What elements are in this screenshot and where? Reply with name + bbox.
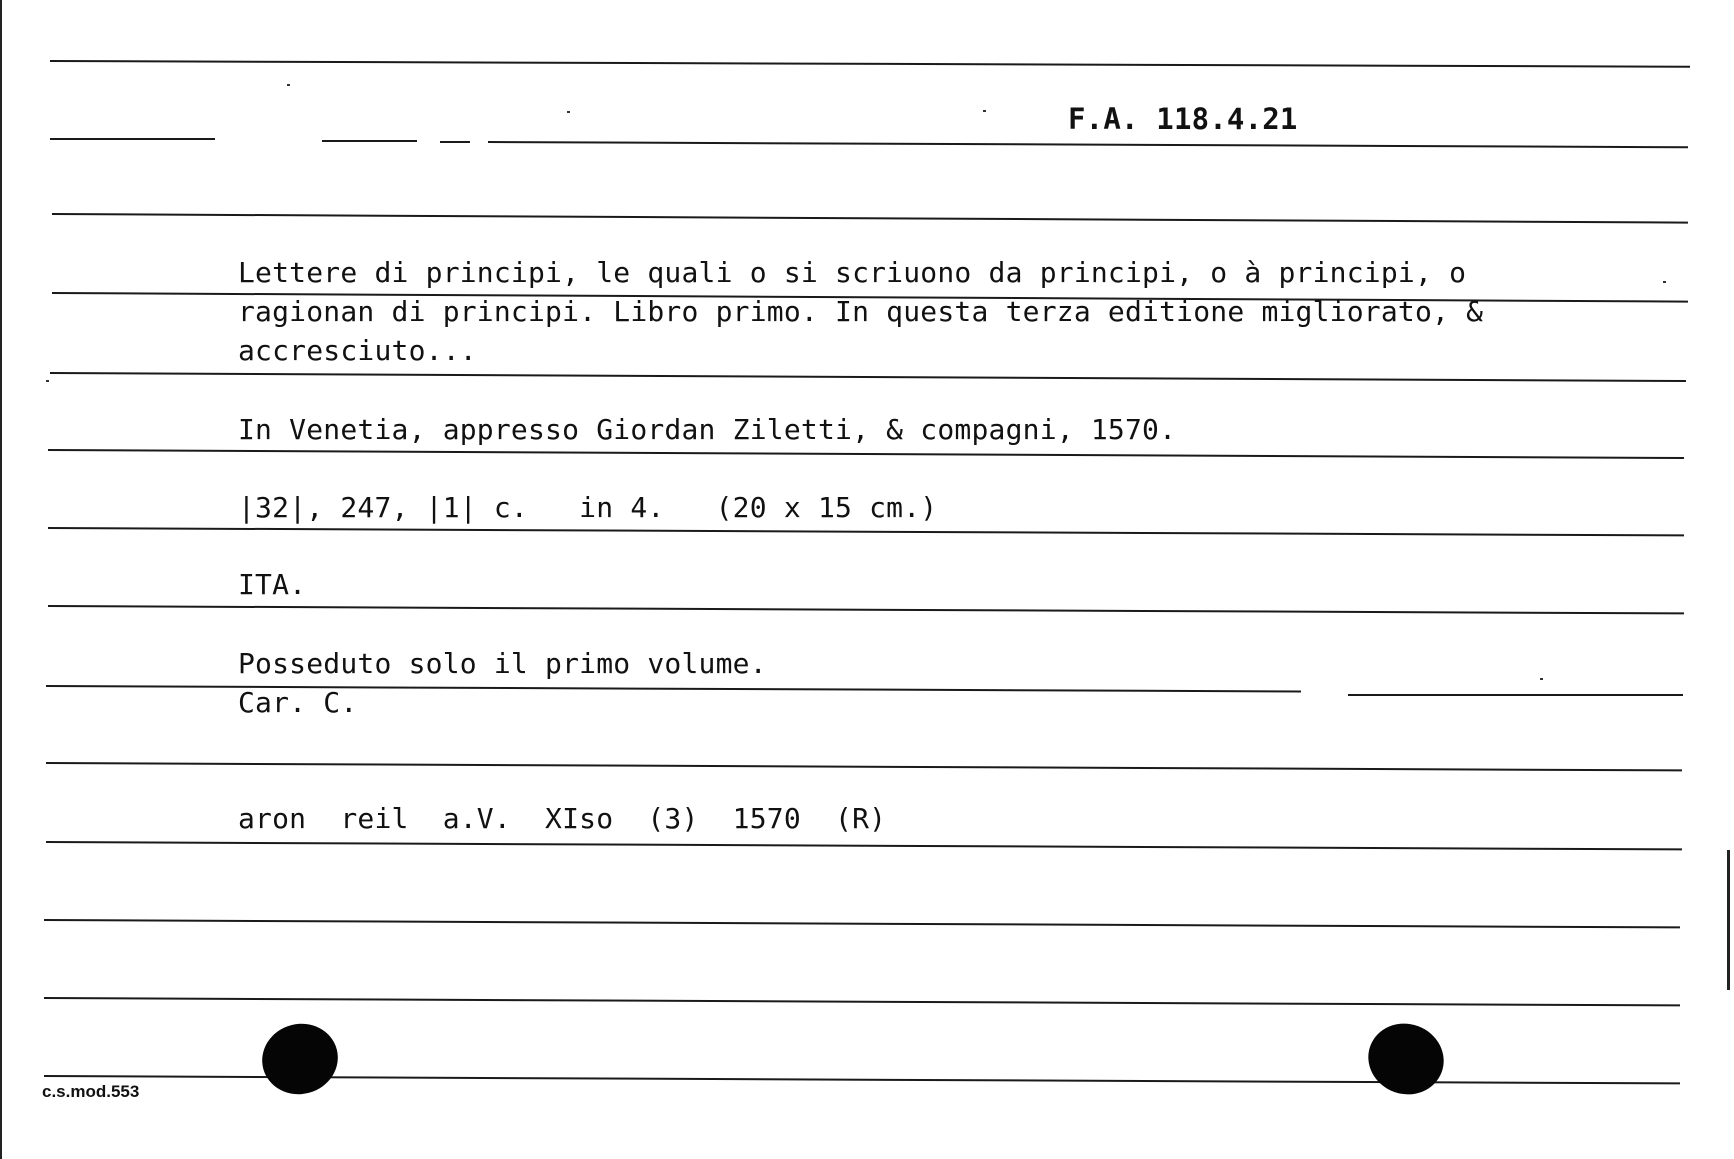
holdings-note: Posseduto solo il primo volume.: [238, 647, 767, 680]
ruled-line: [440, 141, 470, 143]
ruled-line: [48, 449, 1684, 459]
ruled-line: [48, 527, 1684, 536]
title-line-3: accresciuto...: [238, 334, 477, 367]
scan-speck: [983, 110, 986, 112]
title-line-2: ragionan di principi. Libro primo. In questa terza editione migliorato, &: [238, 295, 1484, 328]
ruled-line: [46, 762, 1682, 771]
ruled-line: [50, 372, 1686, 382]
ruled-line: [322, 140, 417, 142]
scan-speck: [1540, 678, 1543, 680]
ruled-line: [488, 141, 1688, 148]
form-code: c.s.mod.553: [42, 1082, 140, 1101]
ruled-line: [52, 213, 1688, 224]
ruled-line: [50, 138, 215, 140]
card-left-edge: [0, 0, 2, 1159]
ruled-line: [46, 685, 1301, 692]
ruled-line: [50, 60, 1690, 68]
scan-speck: [1663, 281, 1666, 283]
scan-speck: [287, 84, 290, 86]
scan-speck: [567, 111, 570, 113]
ruled-line: [48, 605, 1684, 614]
ruled-line: [44, 997, 1680, 1006]
card-right-edge: [1727, 850, 1730, 990]
ruled-line: [44, 919, 1680, 928]
shelfmark: F.A. 118.4.21: [1068, 102, 1298, 136]
fingerprint: aron reil a.V. XIso (3) 1570 (R): [238, 802, 887, 835]
title-line-1: Lettere di principi, le quali o si scriuono da principi, o à principi, o: [238, 256, 1467, 289]
language: ITA.: [238, 568, 307, 601]
imprint: In Venetia, appresso Giordan Ziletti, & compagni, 1570.: [238, 413, 1177, 446]
ruled-line: [1348, 694, 1683, 696]
punch-hole-right: [1358, 1013, 1453, 1105]
collation: |32|, 247, |1| c. in 4. (20 x 15 cm.): [238, 491, 938, 524]
ruled-line: [46, 841, 1682, 850]
scan-speck: [46, 380, 49, 382]
holdings-note-extra: Car. C.: [238, 686, 358, 719]
punch-hole-left: [254, 1015, 346, 1102]
